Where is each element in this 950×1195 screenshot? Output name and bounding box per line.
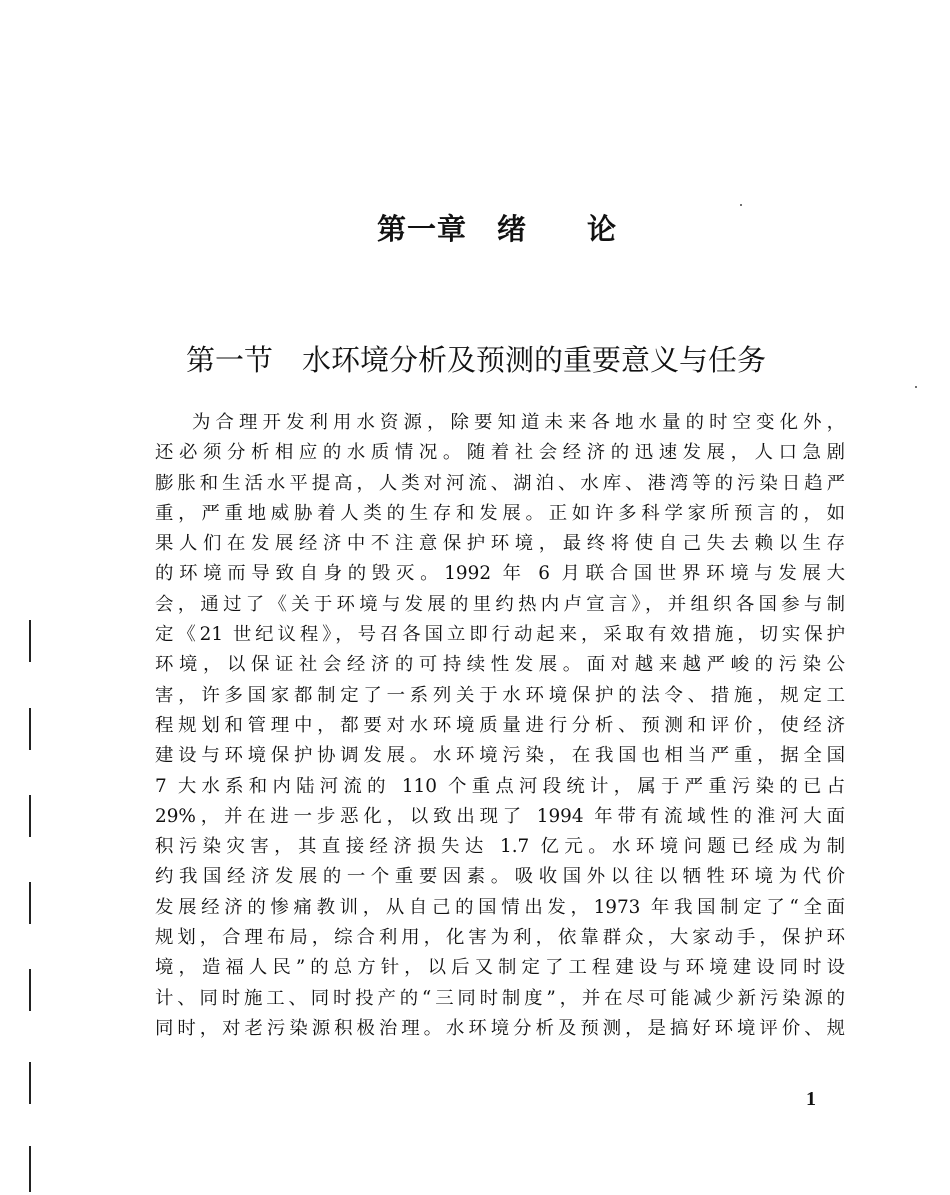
scan-binding-mark [29, 795, 31, 837]
scan-speck [915, 386, 917, 388]
text-line: 为合理开发利用水资源，除要知道未来各地水量的时空变化外， [192, 412, 845, 433]
text-line: 7 大水系和内陆河流的 110 个重点河段统计，属于严重污染的已占 [155, 775, 845, 797]
text-line: 会，通过了《关于环境与发展的里约热内卢宣言》，并组织各国参与制 [155, 593, 845, 615]
text-line: 计、同时施工、同时投产的“三同时制度”，并在尽可能减少新污染源的 [155, 987, 845, 1009]
scan-binding-mark [29, 969, 31, 1011]
text-line: 害，许多国家都制定了一系列关于水环境保护的法令、措施，规定工 [155, 684, 845, 706]
scan-binding-mark [29, 1062, 31, 1104]
scan-binding-mark [29, 620, 31, 662]
text-line: 境，造福人民”的总方针，以后又制定了工程建设与环境建设同时设 [155, 957, 845, 979]
text-line: 规划，合理布局，综合利用，化害为利，依靠群众，大家动手，保护环 [155, 927, 845, 949]
text-line: 发展经济的惨痛教训，从自己的国情出发，1973 年我国制定了“全面 [155, 896, 845, 918]
scan-speck [740, 204, 742, 206]
body-paragraph [155, 408, 845, 1044]
section-title: 第一节 水环境分析及预测的重要意义与任务 [186, 343, 767, 377]
scan-binding-mark [29, 882, 31, 924]
text-line: 建设与环境保护协调发展。水环境污染，在我国也相当严重，据全国 [155, 745, 845, 767]
chapter-title: 第一章 绪 论 [376, 212, 617, 246]
scan-binding-mark [29, 708, 31, 750]
text-line: 还必须分析相应的水质情况。随着社会经济的迅速发展，人口急剧 [155, 442, 845, 464]
text-line: 果人们在发展经济中不注意保护环境，最终将使自己失去赖以生存 [155, 533, 845, 555]
scan-binding-mark [29, 1146, 31, 1192]
text-line: 膨胀和生活水平提高，人类对河流、湖泊、水库、港湾等的污染日趋严 [155, 472, 845, 494]
page-number: 1 [806, 1088, 816, 1110]
text-line: 环境，以保证社会经济的可持续性发展。面对越来越严峻的污染公 [155, 654, 845, 676]
text-line: 同时，对老污染源积极治理。水环境分析及预测，是搞好环境评价、规 [155, 1017, 845, 1039]
text-line: 定《21 世纪议程》，号召各国立即行动起来，采取有效措施，切实保护 [155, 624, 845, 646]
text-line: 的环境而导致自身的毁灭。1992 年 6 月联合国世界环境与发展大 [155, 563, 845, 585]
text-line: 积污染灾害，其直接经济损失达 1.7 亿元。水环境问题已经成为制 [155, 836, 845, 858]
text-line: 程规划和管理中，都要对水环境质量进行分析、预测和评价，使经济 [155, 714, 845, 736]
text-line: 约我国经济发展的一个重要因素。吸收国外以往以牺牲环境为代价 [155, 866, 845, 888]
text-line: 重，严重地威胁着人类的生存和发展。正如许多科学家所预言的，如 [155, 502, 845, 524]
text-line: 29%，并在进一步恶化，以致出现了 1994 年带有流域性的淮河大面 [155, 805, 845, 827]
